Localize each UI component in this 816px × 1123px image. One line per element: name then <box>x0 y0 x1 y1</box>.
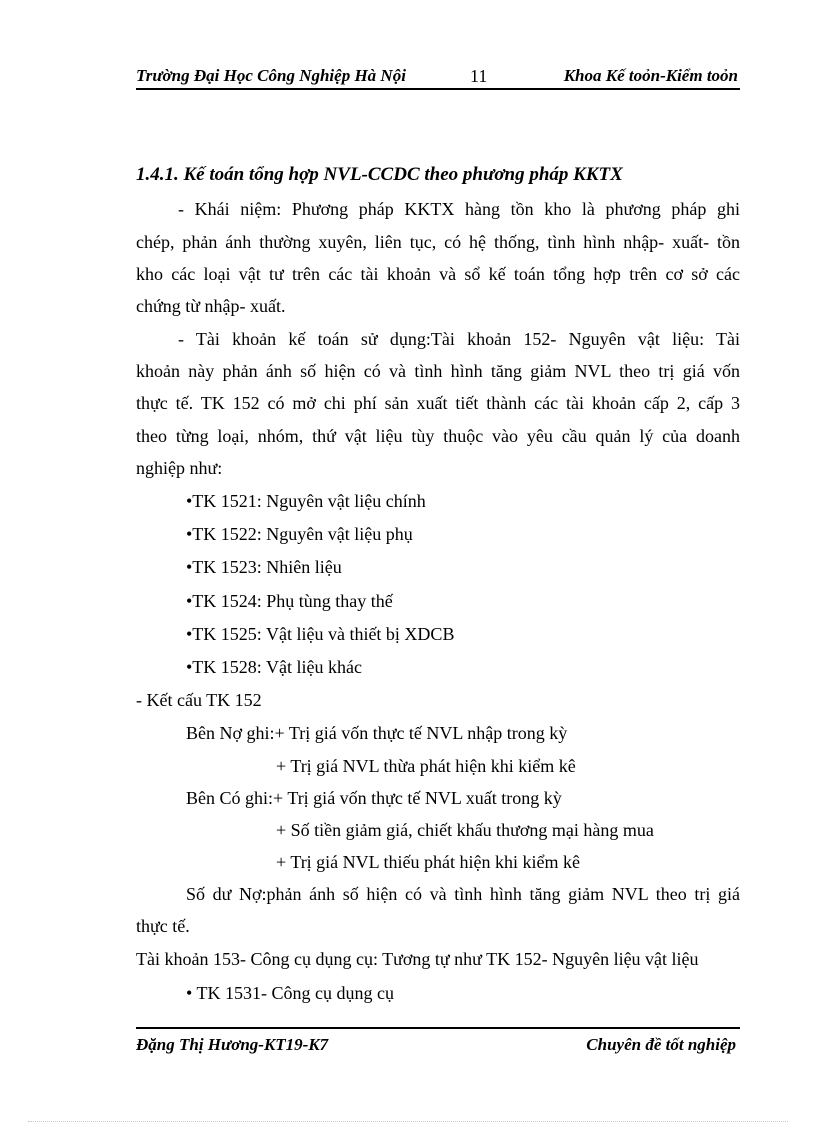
sub-account-item: •TK 1528: Vật liệu khác <box>186 657 362 677</box>
tools-item: • TK 1531- Công cụ dụng cụ <box>186 983 394 1003</box>
footer-title: Chuyên đề tốt nghiệp <box>586 1035 736 1054</box>
credit-line-1: Bên Có ghi:+ Trị giá vốn thực tế NVL xuất trong kỳ <box>186 788 562 808</box>
account-line-1: - Tài khoản kế toán sử dụng:Tài khoản 152- Nguyên vật liệu: Tài <box>178 329 740 349</box>
sub-account-item: •TK 1522: Nguyên vật liệu phụ <box>186 524 413 544</box>
concept-line-4: chứng từ nhập- xuất. <box>136 296 286 316</box>
structure-title: - Kết cấu TK 152 <box>136 690 262 710</box>
tools-line: Tài khoản 153- Công cụ dụng cụ: Tương tự như TK 152- Nguyên liệu vật liệu <box>136 949 699 969</box>
balance-line-2: thực tế. <box>136 916 190 936</box>
credit-line-2: + Số tiền giảm giá, chiết khấu thương mại hàng mua <box>276 820 654 840</box>
page-break-separator <box>28 1121 788 1122</box>
sub-account-item: •TK 1521: Nguyên vật liệu chính <box>186 491 426 511</box>
header-school: Trường Đại Học Công Nghiệp Hà Nội <box>136 66 406 85</box>
concept-line-1: - Khái niệm: Phương pháp KKTX hàng tồn kho là phương pháp ghi <box>178 199 740 219</box>
concept-line-2: chép, phản ánh thường xuyên, liên tục, có hệ thống, tình hình nhập- xuất- tồn <box>136 232 740 252</box>
concept-line-3: kho các loại vật tư trên các tài khoản và sổ kế toán tổng hợp trên cơ sở các <box>136 264 740 284</box>
account-line-2: khoản này phản ánh số hiện có và tình hình tăng giảm NVL theo trị giá vốn <box>136 361 740 381</box>
page-footer <box>136 1027 740 1059</box>
sub-account-item: •TK 1523: Nhiên liệu <box>186 557 342 577</box>
sub-account-item: •TK 1524: Phụ tùng thay thế <box>186 591 393 611</box>
debit-line-1: Bên Nợ ghi:+ Trị giá vốn thực tế NVL nhập trong kỳ <box>186 723 568 743</box>
credit-line-3: + Trị giá NVL thiếu phát hiện khi kiểm kê <box>276 852 580 872</box>
page-number: 11 <box>470 66 488 86</box>
page-header <box>136 64 740 90</box>
debit-line-2: + Trị giá NVL thừa phát hiện khi kiểm kê <box>276 756 576 776</box>
footer-author: Đặng Thị Hương-KT19-K7 <box>136 1035 329 1054</box>
account-line-5: nghiệp như: <box>136 458 223 478</box>
balance-line-1: Số dư Nợ:phản ánh số hiện có và tình hình tăng giảm NVL theo trị giá <box>186 884 740 904</box>
account-line-3: thực tế. TK 152 có mở chi phí sản xuất tiết thành các tài khoản cấp 2, cấp 3 <box>136 393 740 413</box>
section-title: 1.4.1. Kế toán tổng hợp NVL-CCDC theo phương pháp KKTX <box>136 164 623 185</box>
account-line-4: theo từng loại, nhóm, thứ vật liệu tùy thuộc vào yêu cầu quản lý của doanh <box>136 426 740 446</box>
sub-account-item: •TK 1525: Vật liệu và thiết bị XDCB <box>186 624 455 644</box>
header-department: Khoa Kế toỏn-Kiểm toỏn <box>563 66 738 85</box>
